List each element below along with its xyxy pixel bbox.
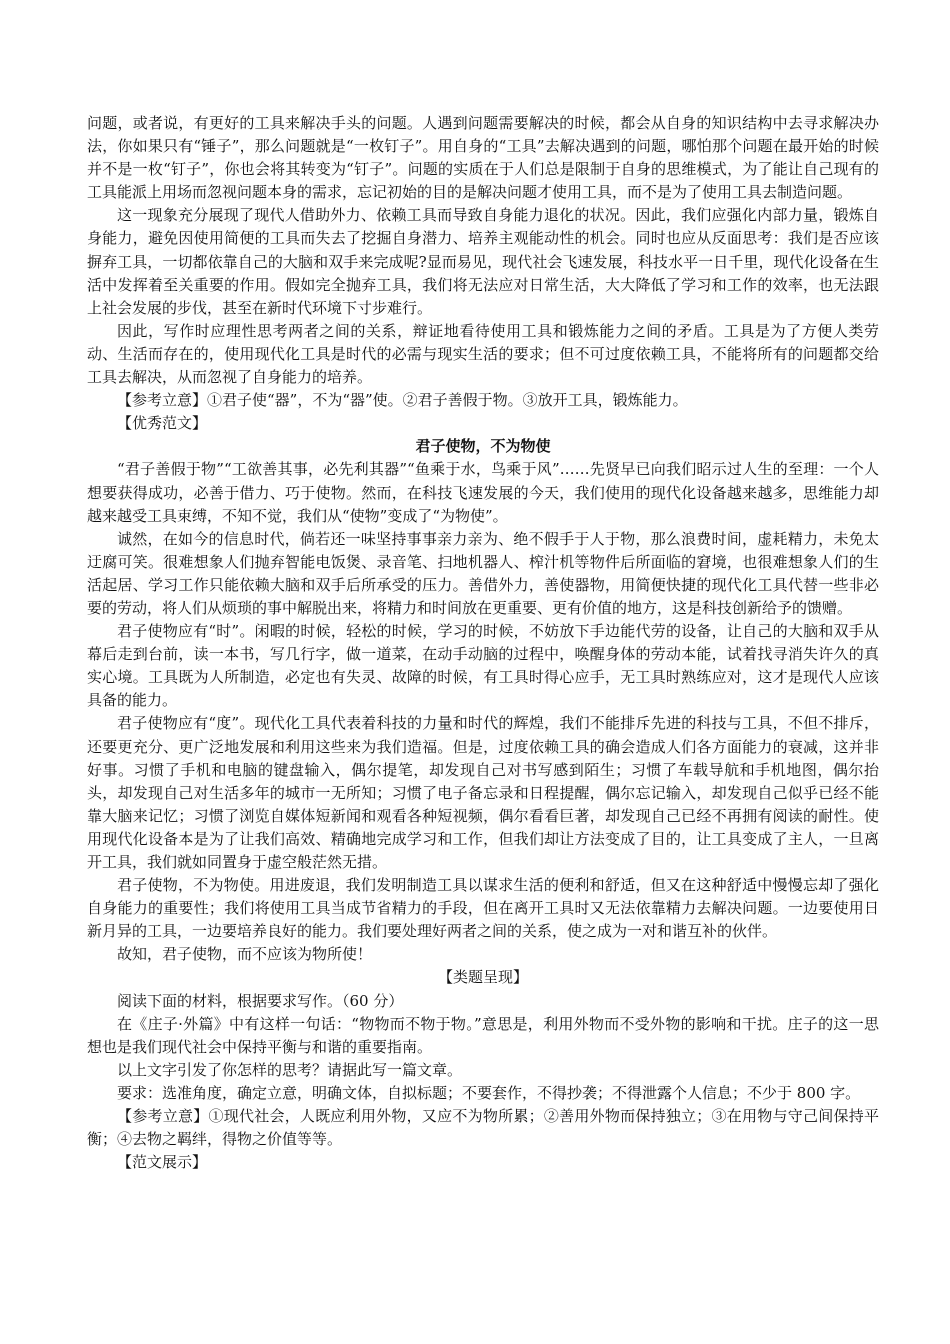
essay-paragraph-3: 君子使物应有“时”。闲暇的时候，轻松的时候，学习的时候，不妨放下手边能代劳的设备，让自己的大脑和双手从幕后走到台前，读一本书，写几行字，做一道菜，在动手动脑的过程中，唤醒身体的劳动本能，试着找寻消失许久的真实心境。工具既为人所制造，必定也有失灵、故障的时候，有工具时得心应手，无工具时熟练应对，这才是现代人应该具备的能力。: [87, 622, 879, 710]
sample-essay-heading: 【范文展示】: [117, 1153, 208, 1172]
essay-paragraph-2: 诚然，在如今的信息时代，倘若还一味坚持事事亲力亲为、绝不假手于人于物，那么浪费时间，虚耗精力，未免太迂腐可笑。很难想象人们抛弃智能电饭煲、录音笔、扫地机器人、榨汁机等物件后所面临的窘境，也很难想象人们的生活起居、学习工作只能依赖大脑和双手后所承受的压力。善借外力，善使器物，用简便快捷的现代化工具代替一些非必要的劳动，将人们从烦琐的事中解脱出来，将精力和时间放在更重要、更有价值的地方，这是科技创新给予的馈赠。: [87, 529, 879, 617]
reference-idea-1: 【参考立意】①君子使“器”，不为“器”使。②君子善假于物。③放开工具，锻炼能力。: [117, 391, 688, 410]
paragraph-3: 因此，写作时应理性思考两者之间的关系，辩证地看待使用工具和锻炼能力之间的矛盾。工具是为了方便人类劳动、生活而存在的，使用现代化工具是时代的必需与现实生活的要求；但不可过度依赖工具，不能将所有的问题都交给工具去解决，从而忽视了自身能力的培养。: [87, 321, 879, 387]
essay-title: 君子使物，不为物使: [415, 437, 551, 456]
excellent-essay-heading: 【优秀范文】: [117, 414, 208, 433]
reference-idea-2: 【参考立意】①现代社会，人既应利用外物，又应不为物所累；②善用外物而保持独立；③在用物与守己间保持平衡；④去物之羁绊，得物之价值等等。: [87, 1107, 879, 1149]
document-page: [87, 112, 879, 1174]
similar-topic-heading: 【类题呈现】: [437, 968, 528, 987]
prompt-material: 在《庄子·外篇》中有这样一句话：“物物而不物于物。”意思是，利用外物而不受外物的影响和干扰。庄子的这一思想也是我们现代社会中保持平衡与和谐的重要指南。: [87, 1014, 879, 1056]
prompt-requirements: 要求：选准角度，确定立意，明确文体，自拟标题；不要套作，不得抄袭；不得泄露个人信息；不少于 800 字。: [117, 1083, 861, 1102]
paragraph-2: 这一现象充分展现了现代人借助外力、依赖工具而导致自身能力退化的状况。因此，我们应强化内部力量，锻炼自身能力，避免因使用简便的工具而失去了挖掘自身潜力、培养主观能动性的机会。同时也应从反面思考：我们是否应该摒弃工具，一切都依靠自己的大脑和双手来完成呢?显而易见，现代社会飞速发展，科技水平一日千里，现代化设备在生活中发挥着至关重要的作用。假如完全抛弃工具，我们将无法应对日常生活，大大降低了学习和工作的效率，也无法跟上社会发展的步伐，甚至在新时代环境下寸步难行。: [87, 206, 879, 317]
essay-paragraph-6: 故知，君子使物，而不应该为物所使！: [117, 945, 373, 964]
essay-paragraph-5: 君子使物，不为物使。用进废退，我们发明制造工具以谋求生活的便利和舒适，但又在这种舒适中慢慢忘却了强化自身能力的重要性；我们将使用工具当成节省精力的手段，但在离开工具时又无法依靠精力去解决问题。一边要使用日新月异的工具，一边要培养良好的能力。我们要处理好两者之间的关系，使之成为一对和谐互补的伙伴。: [87, 876, 879, 941]
essay-paragraph-1: “君子善假于物”“工欲善其事，必先利其器”“鱼乘于水，鸟乘于风”……先贤早已向我们昭示过人生的至理：一个人想要获得成功，必善于借力、巧于使物。然而，在科技飞速发展的今天，我们使用的现代化设备越来越多，思维能力却越来越受工具束缚，不知不觉，我们从“使物”变成了“为物使”。: [87, 460, 879, 525]
paragraph-1: 问题，或者说，有更好的工具来解决手头的问题。人遇到问题需要解决的时候，都会从自身的知识结构中去寻求解决办法，你如果只有“锤子”，那么问题就是“一枚钉子”。用自身的“工具”去解决遇到的问题，哪怕那个问题在最开始的时候并不是一枚“钉子”，你也会将其转变为“钉子”。问题的实质在于人们总是限制于自身的思维模式，为了能让自己现有的工具能派上用场而忽视问题本身的需求，忘记初始的目的是解决问题才使用工具，而不是为了使用工具去制造问题。: [87, 114, 879, 202]
essay-paragraph-4: 君子使物应有“度”。现代化工具代表着科技的力量和时代的辉煌，我们不能排斥先进的科技与工具，不但不排斥，还要更充分、更广泛地发展和利用这些来为我们造福。但是，过度依赖工具的确会造成人们各方面能力的衰减，这并非好事。习惯了手机和电脑的键盘输入，偶尔提笔，却发现自己对书写感到陌生；习惯了车载导航和手机地图，偶尔抬头，却发现自己对生活多年的城市一无所知；习惯了电子备忘录和日程提醒，偶尔忘记输入，却发现自己似乎已经不能靠大脑来记忆；习惯了浏览自媒体短新闻和观看各种短视频，偶尔看看巨著，却发现自己已经不再拥有阅读的耐性。使用现代化设备本是为了让我们高效、精确地完成学习和工作，但我们却让方法变成了目的，让工具变成了主人，一旦离开工具，我们就如同置身于虚空般茫然无措。: [87, 714, 879, 871]
prompt-instruction: 阅读下面的材料，根据要求写作。（60 分）: [117, 991, 404, 1010]
prompt-question: 以上文字引发了你怎样的思考？请据此写一篇文章。: [117, 1060, 463, 1079]
